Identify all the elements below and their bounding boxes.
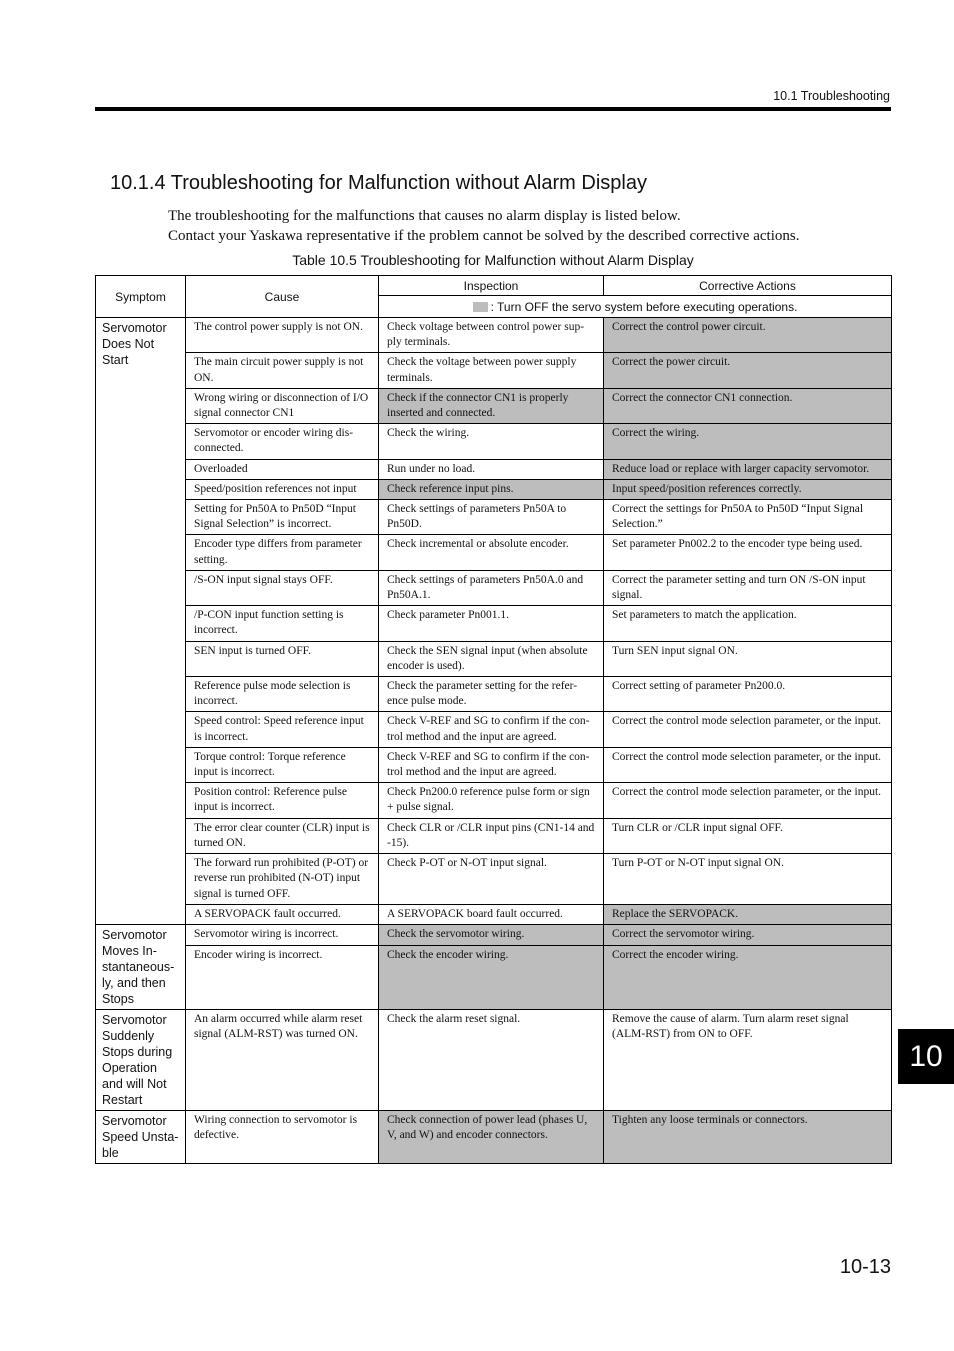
troubleshooting-table: [95, 275, 892, 1164]
page-number: 10-13: [839, 1256, 891, 1278]
header-cause: Cause: [186, 276, 379, 318]
inspection-cell: Check if the connector CN1 is properly inserted and connected.: [379, 388, 604, 423]
running-head: 10.1 Troubleshooting: [773, 89, 890, 103]
corrective-action-cell: Correct the control mode selection parameter, or the input.: [604, 783, 892, 818]
cause-cell: Servomotor or encoder wiring dis-connected.: [186, 424, 379, 459]
header-corrective-actions: Corrective Actions: [604, 276, 892, 296]
table-body: [96, 318, 892, 1164]
inspection-cell: Check settings of parameters Pn50A.0 and Pn50A.1.: [379, 570, 604, 605]
inspection-cell: Check voltage between control power sup-ply terminals.: [379, 318, 604, 353]
corrective-action-cell: Turn CLR or /CLR input signal OFF.: [604, 818, 892, 853]
inspection-cell: Check P-OT or N-OT input signal.: [379, 854, 604, 905]
table-row: [96, 818, 892, 853]
table-row: [96, 677, 892, 712]
corrective-action-cell: Turn P-OT or N-OT input signal ON.: [604, 854, 892, 905]
cause-cell: The main circuit power supply is not ON.: [186, 353, 379, 388]
cause-cell: Wrong wiring or disconnection of I/O signal connector CN1: [186, 388, 379, 423]
corrective-action-cell: Input speed/position references correctly.: [604, 479, 892, 499]
cause-cell: Speed/position references not input: [186, 479, 379, 499]
symptom-cell: Servomotor Moves In-stantaneous-ly, and then Stops: [96, 924, 186, 1009]
table-row: [96, 459, 892, 479]
cause-cell: A SERVOPACK fault occurred.: [186, 904, 379, 924]
table-row: [96, 854, 892, 905]
inspection-cell: Check parameter Pn001.1.: [379, 606, 604, 641]
table-row: [96, 904, 892, 924]
table-row: [96, 353, 892, 388]
corrective-action-cell: Correct setting of parameter Pn200.0.: [604, 677, 892, 712]
table-row: [96, 945, 892, 1009]
inspection-cell: Check connection of power lead (phases U, V, and W) and encoder connectors.: [379, 1110, 604, 1163]
shading-legend: [379, 296, 892, 318]
table-row: [96, 424, 892, 459]
corrective-action-cell: Reduce load or replace with larger capacity servomotor.: [604, 459, 892, 479]
corrective-action-cell: Tighten any loose terminals or connectors.: [604, 1110, 892, 1163]
inspection-cell: Check CLR or /CLR input pins (CN1-14 and -15).: [379, 818, 604, 853]
cause-cell: The control power supply is not ON.: [186, 318, 379, 353]
corrective-action-cell: Correct the control mode selection parameter, or the input.: [604, 712, 892, 747]
table-caption: Table 10.5 Troubleshooting for Malfunction without Alarm Display: [292, 252, 694, 268]
cause-cell: Encoder wiring is incorrect.: [186, 945, 379, 1009]
corrective-action-cell: Correct the connector CN1 connection.: [604, 388, 892, 423]
corrective-action-cell: Correct the parameter setting and turn ON /S-ON input signal.: [604, 570, 892, 605]
symptom-cell: Servomotor Speed Unsta-ble: [96, 1110, 186, 1163]
table-row: [96, 606, 892, 641]
corrective-action-cell: Correct the power circuit.: [604, 353, 892, 388]
header-symptom: Symptom: [96, 276, 186, 318]
table-row: [96, 783, 892, 818]
inspection-cell: Check Pn200.0 reference pulse form or sign + pulse signal.: [379, 783, 604, 818]
inspection-cell: Check the voltage between power supply terminals.: [379, 353, 604, 388]
table-row: [96, 747, 892, 782]
cause-cell: Position control: Reference pulse input is incorrect.: [186, 783, 379, 818]
corrective-action-cell: Correct the wiring.: [604, 424, 892, 459]
corrective-action-cell: Remove the cause of alarm. Turn alarm reset signal (ALM-RST) from ON to OFF.: [604, 1009, 892, 1110]
intro-text: [168, 207, 799, 246]
inspection-cell: Check V-REF and SG to confirm if the con-trol method and the input are agreed.: [379, 712, 604, 747]
inspection-cell: Check the wiring.: [379, 424, 604, 459]
inspection-cell: Check the servomotor wiring.: [379, 924, 604, 945]
inspection-cell: Check the parameter setting for the refer-ence pulse mode.: [379, 677, 604, 712]
cause-cell: SEN input is turned OFF.: [186, 641, 379, 676]
cause-cell: Torque control: Torque reference input is incorrect.: [186, 747, 379, 782]
header-inspection: Inspection: [379, 276, 604, 296]
cause-cell: /P-CON input function setting is incorrect.: [186, 606, 379, 641]
inspection-cell: Check settings of parameters Pn50A to Pn50D.: [379, 500, 604, 535]
corrective-action-cell: Set parameter Pn002.2 to the encoder type being used.: [604, 535, 892, 570]
table-row: [96, 479, 892, 499]
corrective-action-cell: Correct the settings for Pn50A to Pn50D “Input Signal Selection.”: [604, 500, 892, 535]
symptom-cell: Servomotor Suddenly Stops during Operation and will Not Restart: [96, 1009, 186, 1110]
corrective-action-cell: Correct the control mode selection parameter, or the input.: [604, 747, 892, 782]
cause-cell: Setting for Pn50A to Pn50D “Input Signal Selection” is incorrect.: [186, 500, 379, 535]
inspection-cell: A SERVOPACK board fault occurred.: [379, 904, 604, 924]
chapter-tab: 10: [898, 1029, 954, 1084]
cause-cell: Encoder type differs from parameter setting.: [186, 535, 379, 570]
inspection-cell: Check reference input pins.: [379, 479, 604, 499]
table-row: [96, 1009, 892, 1110]
corrective-action-cell: Correct the encoder wiring.: [604, 945, 892, 1009]
inspection-cell: Check the alarm reset signal.: [379, 1009, 604, 1110]
corrective-action-cell: Set parameters to match the application.: [604, 606, 892, 641]
table-row: [96, 318, 892, 353]
cause-cell: The forward run prohibited (P-OT) or reverse run prohibited (N-OT) input signal is turned OFF.: [186, 854, 379, 905]
legend-swatch: [473, 302, 488, 312]
cause-cell: Overloaded: [186, 459, 379, 479]
table-row: [96, 570, 892, 605]
cause-cell: The error clear counter (CLR) input is turned ON.: [186, 818, 379, 853]
inspection-cell: Check the encoder wiring.: [379, 945, 604, 1009]
table-row: [96, 500, 892, 535]
intro-line-1: The troubleshooting for the malfunctions that causes no alarm display is listed below.: [168, 208, 681, 224]
inspection-cell: Check the SEN signal input (when absolute encoder is used).: [379, 641, 604, 676]
cause-cell: Servomotor wiring is incorrect.: [186, 924, 379, 945]
corrective-action-cell: Replace the SERVOPACK.: [604, 904, 892, 924]
inspection-cell: Run under no load.: [379, 459, 604, 479]
cause-cell: An alarm occurred while alarm reset signal (ALM-RST) was turned ON.: [186, 1009, 379, 1110]
cause-cell: /S-ON input signal stays OFF.: [186, 570, 379, 605]
table-row: [96, 924, 892, 945]
inspection-cell: Check V-REF and SG to confirm if the con-trol method and the input are agreed.: [379, 747, 604, 782]
table-row: [96, 1110, 892, 1163]
symptom-cell: Servomotor Does Not Start: [96, 318, 186, 925]
cause-cell: Speed control: Speed reference input is incorrect.: [186, 712, 379, 747]
inspection-cell: Check incremental or absolute encoder.: [379, 535, 604, 570]
cause-cell: Reference pulse mode selection is incorrect.: [186, 677, 379, 712]
corrective-action-cell: Turn SEN input signal ON.: [604, 641, 892, 676]
intro-line-2: Contact your Yaskawa representative if the problem cannot be solved by the described corrective actions.: [168, 227, 800, 244]
table-row: [96, 641, 892, 676]
corrective-action-cell: Correct the servomotor wiring.: [604, 924, 892, 945]
section-title: 10.1.4 Troubleshooting for Malfunction without Alarm Display: [110, 172, 647, 194]
cause-cell: Wiring connection to servomotor is defective.: [186, 1110, 379, 1163]
table-row: [96, 712, 892, 747]
table-row: [96, 535, 892, 570]
legend-text: : Turn OFF the servo system before executing operations.: [490, 299, 798, 314]
corrective-action-cell: Correct the control power circuit.: [604, 318, 892, 353]
header-rule: [95, 107, 891, 111]
table-row: [96, 388, 892, 423]
